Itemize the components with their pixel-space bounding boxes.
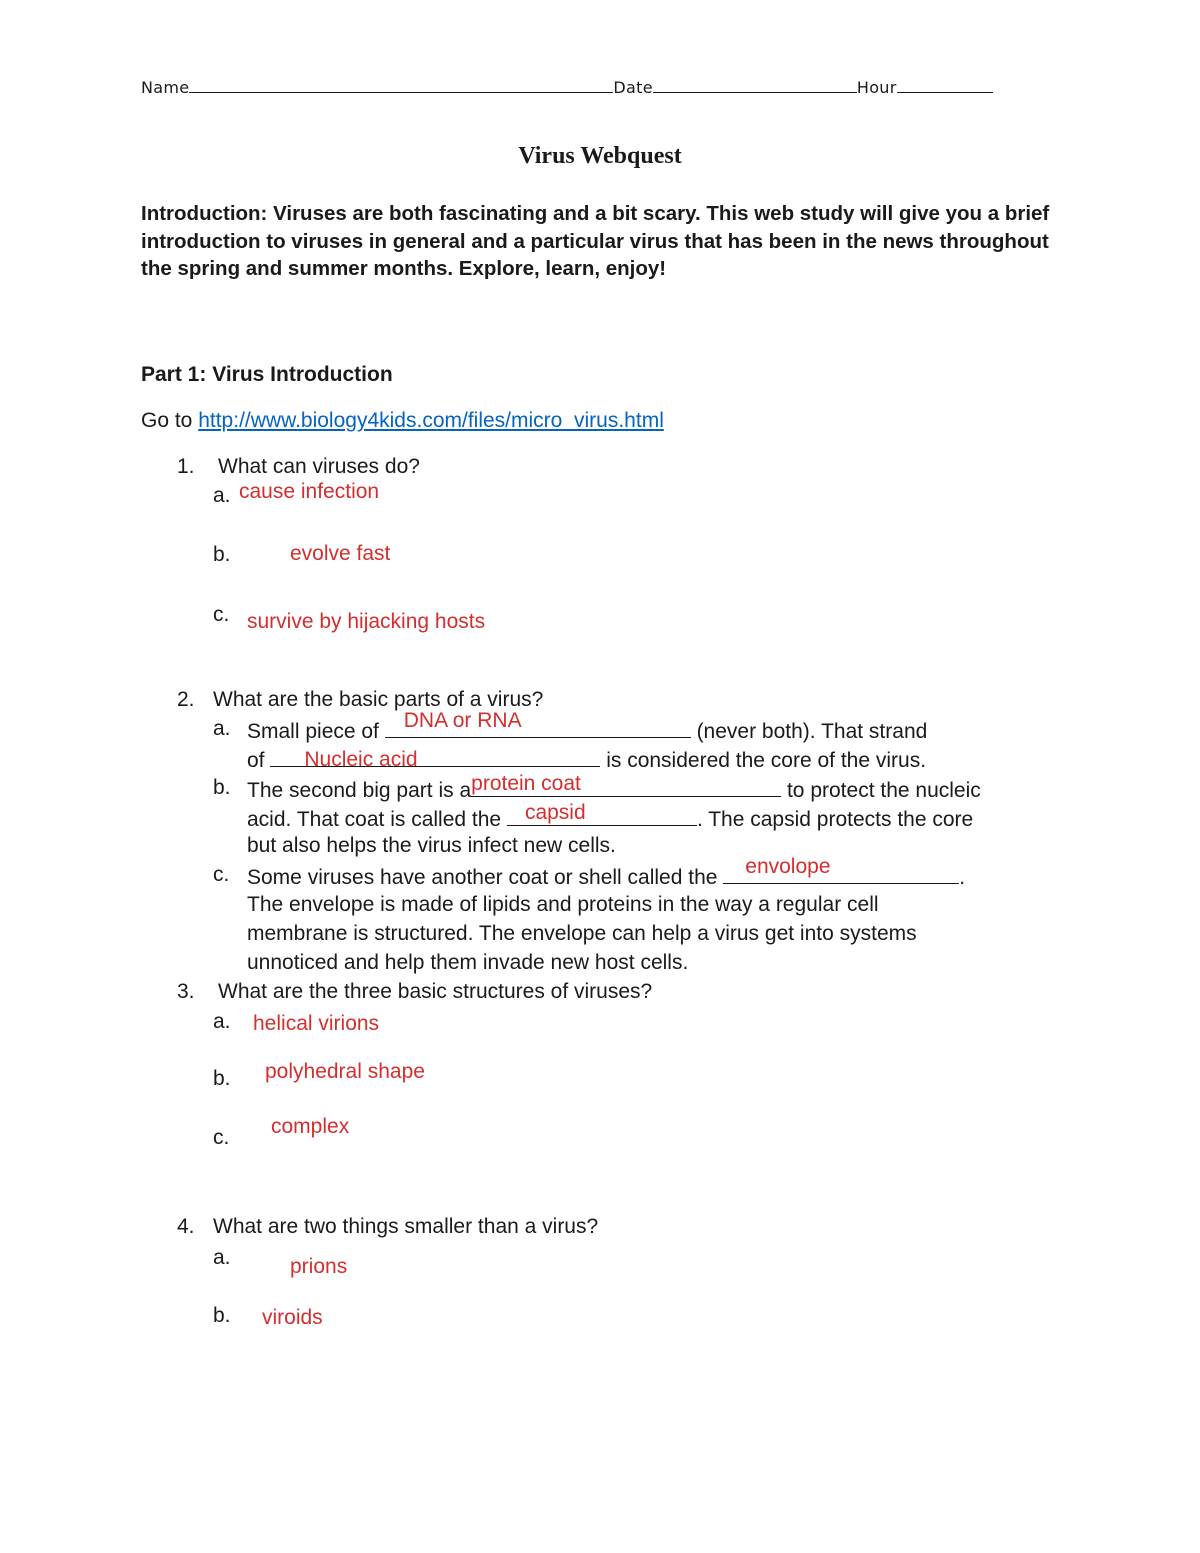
q2-c-blank[interactable] — [723, 855, 959, 884]
q1-b-answer[interactable]: evolve fast — [290, 542, 391, 565]
q1-number: 1. — [177, 455, 195, 478]
q4-b-answer[interactable]: viroids — [262, 1306, 323, 1329]
q2-a-answer: DNA or RNA — [403, 709, 522, 732]
q2-c-answer: envolope — [745, 855, 831, 878]
goto-label: Go to — [141, 409, 199, 432]
q2-a2-line — [247, 746, 926, 773]
hour-blank[interactable] — [897, 74, 993, 93]
q1-text: What can viruses do? — [218, 455, 420, 478]
date-label: Date — [613, 78, 653, 97]
q1-a-answer[interactable]: cause infection — [239, 480, 380, 503]
q2-c-text-pre: Some viruses have another coat or shell called the — [247, 866, 724, 889]
q2-c-line — [247, 855, 966, 890]
q3-text: What are the three basic structures of viruses? — [218, 980, 653, 1003]
date-blank[interactable] — [653, 74, 857, 93]
q3-c-label: c. — [213, 1126, 230, 1149]
name-label: Name — [141, 78, 190, 97]
q1-a-label: a. — [213, 484, 231, 507]
goto-line — [141, 409, 664, 433]
q2-a-text-post: (never both). That strand — [690, 720, 928, 743]
q4-number: 4. — [177, 1215, 195, 1238]
name-blank[interactable] — [189, 74, 613, 93]
q2-b-line — [247, 772, 981, 803]
q2-b-blank[interactable] — [471, 772, 781, 797]
q2-b2-line — [247, 801, 974, 832]
q2-b-text-pre: The second big part is a — [247, 779, 472, 802]
q2-b2-answer: capsid — [524, 801, 586, 824]
q2-number: 2. — [177, 688, 195, 711]
q2-b-text-post: to protect the nucleic — [781, 779, 981, 802]
q2-b2-text-post: . The capsid protects the core — [696, 808, 974, 831]
q2-text: What are the basic parts of a virus? — [213, 688, 544, 711]
page-title: Virus Webquest — [518, 143, 682, 169]
q2-b3-line: but also helps the virus infect new cells. — [247, 834, 616, 857]
q2-a-line — [247, 709, 928, 744]
q2-b2-blank[interactable] — [507, 801, 697, 826]
header-line — [141, 74, 993, 97]
q2-b-label: b. — [213, 776, 231, 799]
q2-a-text-pre: Small piece of — [247, 720, 385, 743]
q2-c3-line: membrane is structured. The envelope can help a virus get into systems — [247, 922, 917, 945]
q2-c4-line: unnoticed and help them invade new host cells. — [247, 951, 689, 974]
q4-a-label: a. — [213, 1246, 231, 1269]
part1-heading: Part 1: Virus Introduction — [141, 363, 393, 386]
q2-c2-line: The envelope is made of lipids and proteins in the way a regular cell — [247, 893, 879, 916]
q4-a-answer[interactable]: prions — [290, 1255, 348, 1278]
q2-c-label: c. — [213, 863, 230, 886]
q3-c-answer[interactable]: complex — [271, 1115, 350, 1138]
q2-a2-blank[interactable] — [270, 746, 600, 771]
q1-b-label: b. — [213, 543, 231, 566]
q4-text: What are two things smaller than a virus? — [213, 1215, 599, 1238]
q2-b-answer: protein coat — [471, 772, 581, 795]
hour-label: Hour — [856, 78, 897, 97]
q3-b-label: b. — [213, 1067, 231, 1090]
q3-number: 3. — [177, 980, 195, 1003]
q3-a-answer[interactable]: helical virions — [253, 1012, 380, 1035]
q2-a2-text-post: is considered the core of the virus. — [600, 749, 927, 772]
q3-b-answer[interactable]: polyhedral shape — [265, 1060, 425, 1083]
q3-a-label: a. — [213, 1010, 231, 1033]
introduction-paragraph: Introduction: Viruses are both fascinating and a bit scary. This web study will give you a brief introduction to viruses in general and a particular virus that has been in the news throughout the spring and summer months. Explore, learn, enjoy! — [141, 202, 1050, 280]
q2-c-text-post: . — [959, 866, 966, 889]
q1-c-answer[interactable]: survive by hijacking hosts — [247, 610, 486, 633]
biology4kids-link[interactable]: http://www.biology4kids.com/files/micro_virus.html — [198, 409, 664, 432]
q2-a2-text-pre: of — [247, 749, 271, 772]
q2-a2-answer: Nucleic acid — [304, 748, 418, 771]
q2-a-blank[interactable] — [385, 709, 691, 738]
q1-c-label: c. — [213, 603, 230, 626]
q4-b-label: b. — [213, 1304, 231, 1327]
q2-b2-text-pre: acid. That coat is called the — [247, 808, 507, 831]
q2-a-label: a. — [213, 717, 231, 740]
